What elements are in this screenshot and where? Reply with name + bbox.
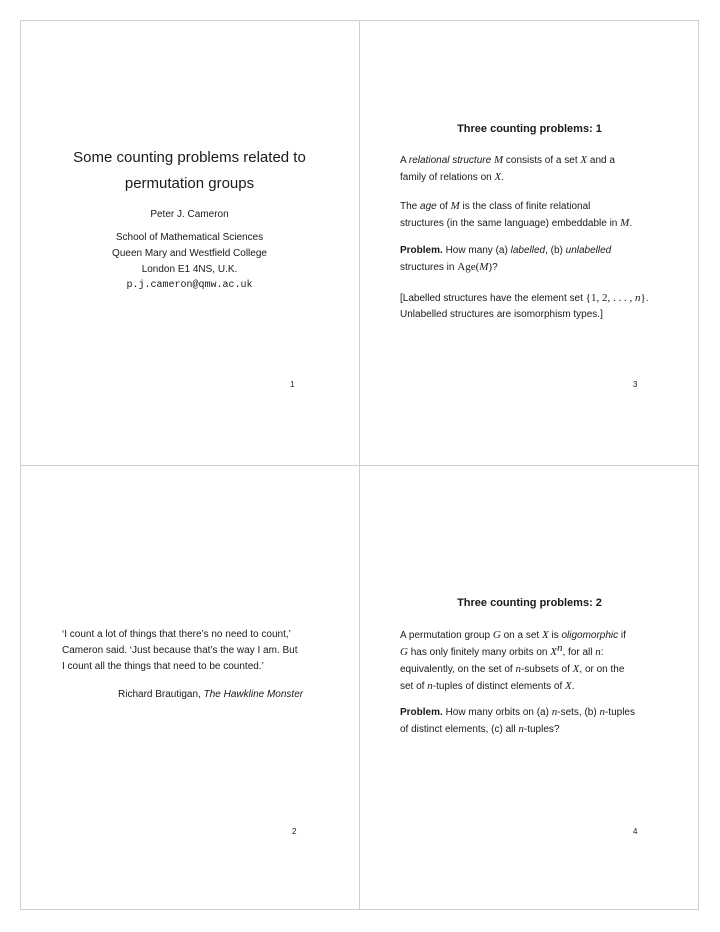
problem-label: Problem. [400,245,443,256]
math-M: M [620,217,630,229]
math-n: n [551,706,558,718]
math-X: X [580,154,588,166]
text: set of [400,681,428,692]
paragraph-age [400,198,695,232]
math-n-superscript: n [556,641,563,654]
text: -tuples of distinct elements of [432,681,566,692]
math-X: X [550,646,557,658]
page-number: 2 [292,827,297,836]
quote-line-1: ‘I count a lot of things that there’s no need to count,’ [62,629,291,640]
text: How many (a) [442,245,511,256]
math-M: M [493,154,504,166]
problem-statement [400,243,695,276]
title-line-1: Some counting problems related to [73,149,306,166]
page-number: 4 [633,827,638,836]
text: -sets, (b) [557,707,600,718]
affiliation-line-1: School of Mathematical Sciences [115,232,264,243]
text: -tuples? [523,724,560,735]
slide-1-title [20,145,359,197]
affiliation [20,230,359,294]
note-labelled-structures [400,290,695,323]
text: is [548,630,562,641]
text: , (b) [545,245,566,256]
epigraph-quote [62,627,357,675]
text: if [618,630,626,641]
slide-3-heading: Three counting problems: 1 [457,123,602,135]
text: A permutation group [400,630,493,641]
math-n: n [518,723,524,735]
text: ? [492,262,498,273]
problem-label: Problem. [400,707,443,718]
text: and a [587,155,615,166]
term-relational-structure: relational structure [408,155,492,166]
math-n: n [595,646,601,658]
slide-3 [360,20,699,465]
quote-line-3: I count all the things that need to be counted.’ [62,661,264,672]
text: [Labelled structures have the element set [400,293,586,304]
math-set: {1, 2, . . . , [585,292,635,304]
text: structures (in the same language) embeddable in [400,218,621,229]
text: -tuples [604,707,635,718]
slide-2 [20,466,359,910]
math-set: } [640,292,646,304]
text: , or on the [579,664,625,675]
text: has only finitely many orbits on [407,647,551,658]
text: . [645,293,649,304]
slide-4-heading: Three counting problems: 2 [457,597,602,609]
problem-statement [400,704,696,738]
text: equivalently, on the set of [400,664,516,675]
text: . [571,681,575,692]
math-M: M [479,261,489,273]
math-X: X [541,629,549,641]
page-number: 3 [633,380,638,389]
text: is the class of finite relational [459,201,591,212]
slide-4 [360,466,699,910]
math-G: G [492,629,501,641]
affiliation-line-2: Queen Mary and Westfield College [112,248,267,259]
text: Unlabelled structures are isomorphism types.] [400,309,603,320]
title-line-2: permutation groups [124,175,255,192]
book-title: The Hawkline Monster [203,689,304,700]
term-unlabelled: unlabelled [565,245,612,256]
math-G: G [400,646,408,658]
text: of distinct elements, (c) all [400,724,519,735]
paragraph-relational-structure [400,152,690,186]
math-X: X [494,171,502,183]
math-M: M [450,200,460,212]
author: Richard Brautigan, [118,689,204,700]
affiliation-line-3: London E1 4NS, U.K. [141,264,238,275]
author-name: Peter J. Cameron [150,209,229,220]
math-paren: ( [475,261,480,273]
slide-1 [20,20,359,465]
text: family of relations on [400,172,495,183]
text: -subsets of [520,664,573,675]
text: , for all [562,647,596,658]
text: structures in [400,262,458,273]
term-labelled: labelled [510,245,546,256]
math-age: Age [457,261,476,273]
math-n: n [634,292,641,304]
page-number: 1 [290,380,295,389]
math-X: X [565,680,572,692]
epigraph-attribution [118,687,348,703]
term-oligomorphic: oligomorphic [561,630,619,641]
math-paren: ) [488,261,493,273]
text: How many orbits on (a) [442,707,552,718]
text: . [629,218,633,229]
text: on a set [500,630,542,641]
math-n: n [427,680,433,692]
paragraph-oligomorphic [400,627,696,695]
math-n: n [515,663,521,675]
text: . [501,172,505,183]
email-address: p.j.cameron@qmw.ac.uk [126,280,253,291]
quote-line-2: Cameron said. ‘Just because that’s the way I am. But [62,645,298,656]
text: of [436,201,451,212]
text: : [600,647,604,658]
text: The [400,201,421,212]
math-n: n [599,706,605,718]
math-X: X [572,663,580,675]
text: consists of a set [503,155,581,166]
term-age: age [420,201,437,212]
text: A [400,155,409,166]
